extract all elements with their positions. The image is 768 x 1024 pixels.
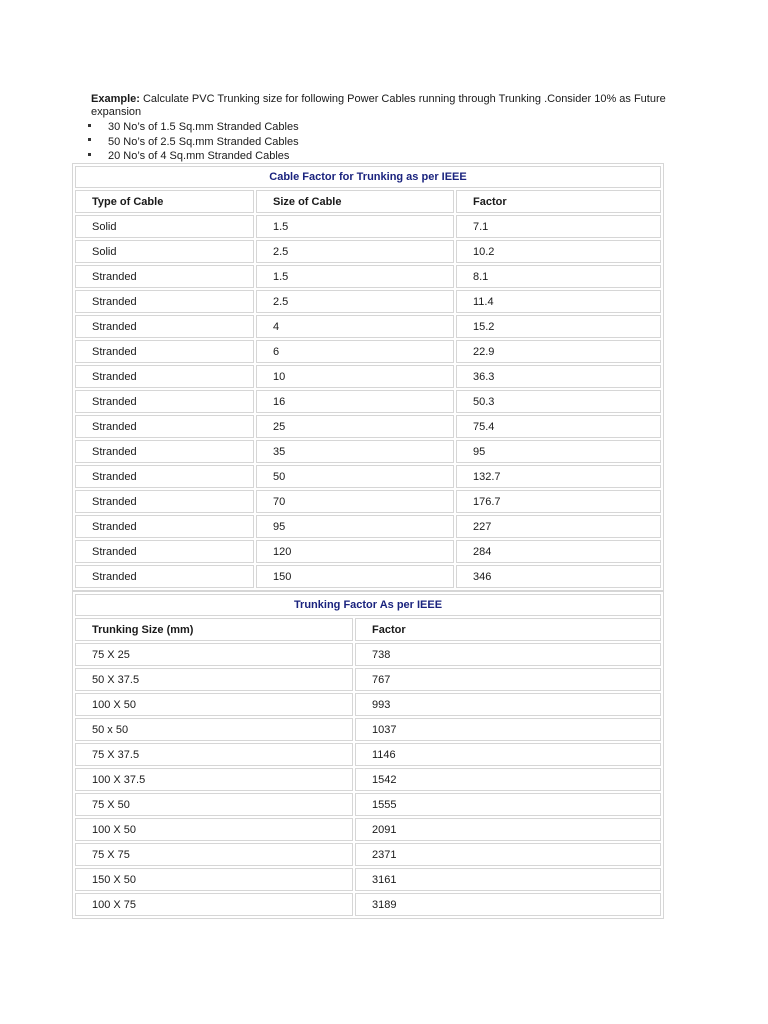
table-row (75, 643, 661, 666)
table-cell: 70 (256, 490, 454, 513)
table-row (75, 265, 661, 288)
cable-factor-table (72, 163, 664, 591)
trunking-factor-caption: Trunking Factor As per IEEE (75, 594, 661, 616)
table-cell: 2371 (355, 843, 661, 866)
table-row (75, 415, 661, 438)
header-trunking-size: Trunking Size (mm) (75, 618, 353, 641)
table-row (75, 390, 661, 413)
table-row (75, 490, 661, 513)
table-cell: Stranded (75, 440, 254, 463)
cable-list (86, 120, 299, 164)
table-row (75, 668, 661, 691)
example-label: Example: (91, 93, 140, 105)
table-cell: Stranded (75, 415, 254, 438)
table-cell: 176.7 (456, 490, 661, 513)
table-row (75, 540, 661, 563)
table-cell: 132.7 (456, 465, 661, 488)
table-cell: 95 (256, 515, 454, 538)
table-cell: 22.9 (456, 340, 661, 363)
table-row (75, 515, 661, 538)
table-header-row (75, 618, 661, 641)
header-size-of-cable: Size of Cable (256, 190, 454, 213)
table-cell: 1542 (355, 768, 661, 791)
table-cell: 1555 (355, 793, 661, 816)
header-type-of-cable: Type of Cable (75, 190, 254, 213)
table-row (75, 693, 661, 716)
table-cell: 2.5 (256, 240, 454, 263)
table-cell: 1.5 (256, 215, 454, 238)
table-cell: 35 (256, 440, 454, 463)
table-row (75, 365, 661, 388)
table-cell: 16 (256, 390, 454, 413)
table-row (75, 315, 661, 338)
table-row (75, 743, 661, 766)
table-cell: 3189 (355, 893, 661, 916)
table-cell: 75 X 75 (75, 843, 353, 866)
table-row (75, 440, 661, 463)
table-cell: Stranded (75, 390, 254, 413)
table-cell: Stranded (75, 340, 254, 363)
table-cell: 50 x 50 (75, 718, 353, 741)
table-row (75, 565, 661, 588)
table-cell: Stranded (75, 515, 254, 538)
table-cell: Stranded (75, 265, 254, 288)
table-cell: 2091 (355, 818, 661, 841)
table-cell: Solid (75, 240, 254, 263)
table-cell: 346 (456, 565, 661, 588)
table-row (75, 818, 661, 841)
table-cell: 75 X 37.5 (75, 743, 353, 766)
table-cell: 4 (256, 315, 454, 338)
list-item-text: 20 No’s of 4 Sq.mm Stranded Cables (108, 150, 290, 162)
table-cell: 15.2 (456, 315, 661, 338)
table-cell: 100 X 37.5 (75, 768, 353, 791)
table-cell: 1.5 (256, 265, 454, 288)
table-cell: 2.5 (256, 290, 454, 313)
table-cell: 3161 (355, 868, 661, 891)
table-row (75, 340, 661, 363)
table-cell: Stranded (75, 465, 254, 488)
table-cell: 120 (256, 540, 454, 563)
table-cell: Stranded (75, 290, 254, 313)
table-cell: 767 (355, 668, 661, 691)
table-cell: 10 (256, 365, 454, 388)
table-cell: Stranded (75, 565, 254, 588)
example-text: Calculate PVC Trunking size for following Power Cables running through Trunking .Consider 10% as Future expansion (91, 93, 666, 118)
table-cell: Solid (75, 215, 254, 238)
table-cell: 1037 (355, 718, 661, 741)
table-row (75, 215, 661, 238)
table-cell: 75.4 (456, 415, 661, 438)
table-row (75, 793, 661, 816)
table-row (75, 843, 661, 866)
table-cell: 6 (256, 340, 454, 363)
table-cell: 11.4 (456, 290, 661, 313)
table-row (75, 718, 661, 741)
table-cell: 10.2 (456, 240, 661, 263)
table-header-row (75, 190, 661, 213)
table-cell: 150 X 50 (75, 868, 353, 891)
table-row (75, 768, 661, 791)
table-cell: 50.3 (456, 390, 661, 413)
table-cell: 227 (456, 515, 661, 538)
table-cell: 150 (256, 565, 454, 588)
table-caption-row (75, 166, 661, 188)
table-row (75, 893, 661, 916)
list-item (86, 135, 299, 150)
cable-factor-caption: Cable Factor for Trunking as per IEEE (75, 166, 661, 188)
header-factor: Factor (355, 618, 661, 641)
table-cell: 738 (355, 643, 661, 666)
table-cell: 284 (456, 540, 661, 563)
table-cell: 100 X 50 (75, 693, 353, 716)
list-item-text: 30 No’s of 1.5 Sq.mm Stranded Cables (108, 121, 299, 133)
table-cell: 100 X 75 (75, 893, 353, 916)
table-cell: Stranded (75, 540, 254, 563)
table-row (75, 240, 661, 263)
table-cell: 1146 (355, 743, 661, 766)
bullet-square-icon (88, 124, 91, 127)
table-cell: 8.1 (456, 265, 661, 288)
table-row (75, 868, 661, 891)
table-cell: 95 (456, 440, 661, 463)
table-cell: 36.3 (456, 365, 661, 388)
table-row (75, 290, 661, 313)
table-cell: 75 X 25 (75, 643, 353, 666)
table-cell: 7.1 (456, 215, 661, 238)
table-caption-row (75, 594, 661, 616)
list-item (86, 120, 299, 135)
list-item (86, 149, 299, 164)
table-row (75, 465, 661, 488)
bullet-square-icon (88, 153, 91, 156)
trunking-factor-table (72, 591, 664, 919)
table-cell: Stranded (75, 365, 254, 388)
table-cell: 75 X 50 (75, 793, 353, 816)
header-factor: Factor (456, 190, 661, 213)
table-cell: 100 X 50 (75, 818, 353, 841)
table-cell: Stranded (75, 315, 254, 338)
example-paragraph (91, 93, 666, 119)
list-item-text: 50 No’s of 2.5 Sq.mm Stranded Cables (108, 135, 299, 148)
table-cell: Stranded (75, 490, 254, 513)
table-cell: 50 X 37.5 (75, 668, 353, 691)
bullet-square-icon (88, 138, 91, 141)
table-cell: 25 (256, 415, 454, 438)
table-cell: 993 (355, 693, 661, 716)
table-cell: 50 (256, 465, 454, 488)
